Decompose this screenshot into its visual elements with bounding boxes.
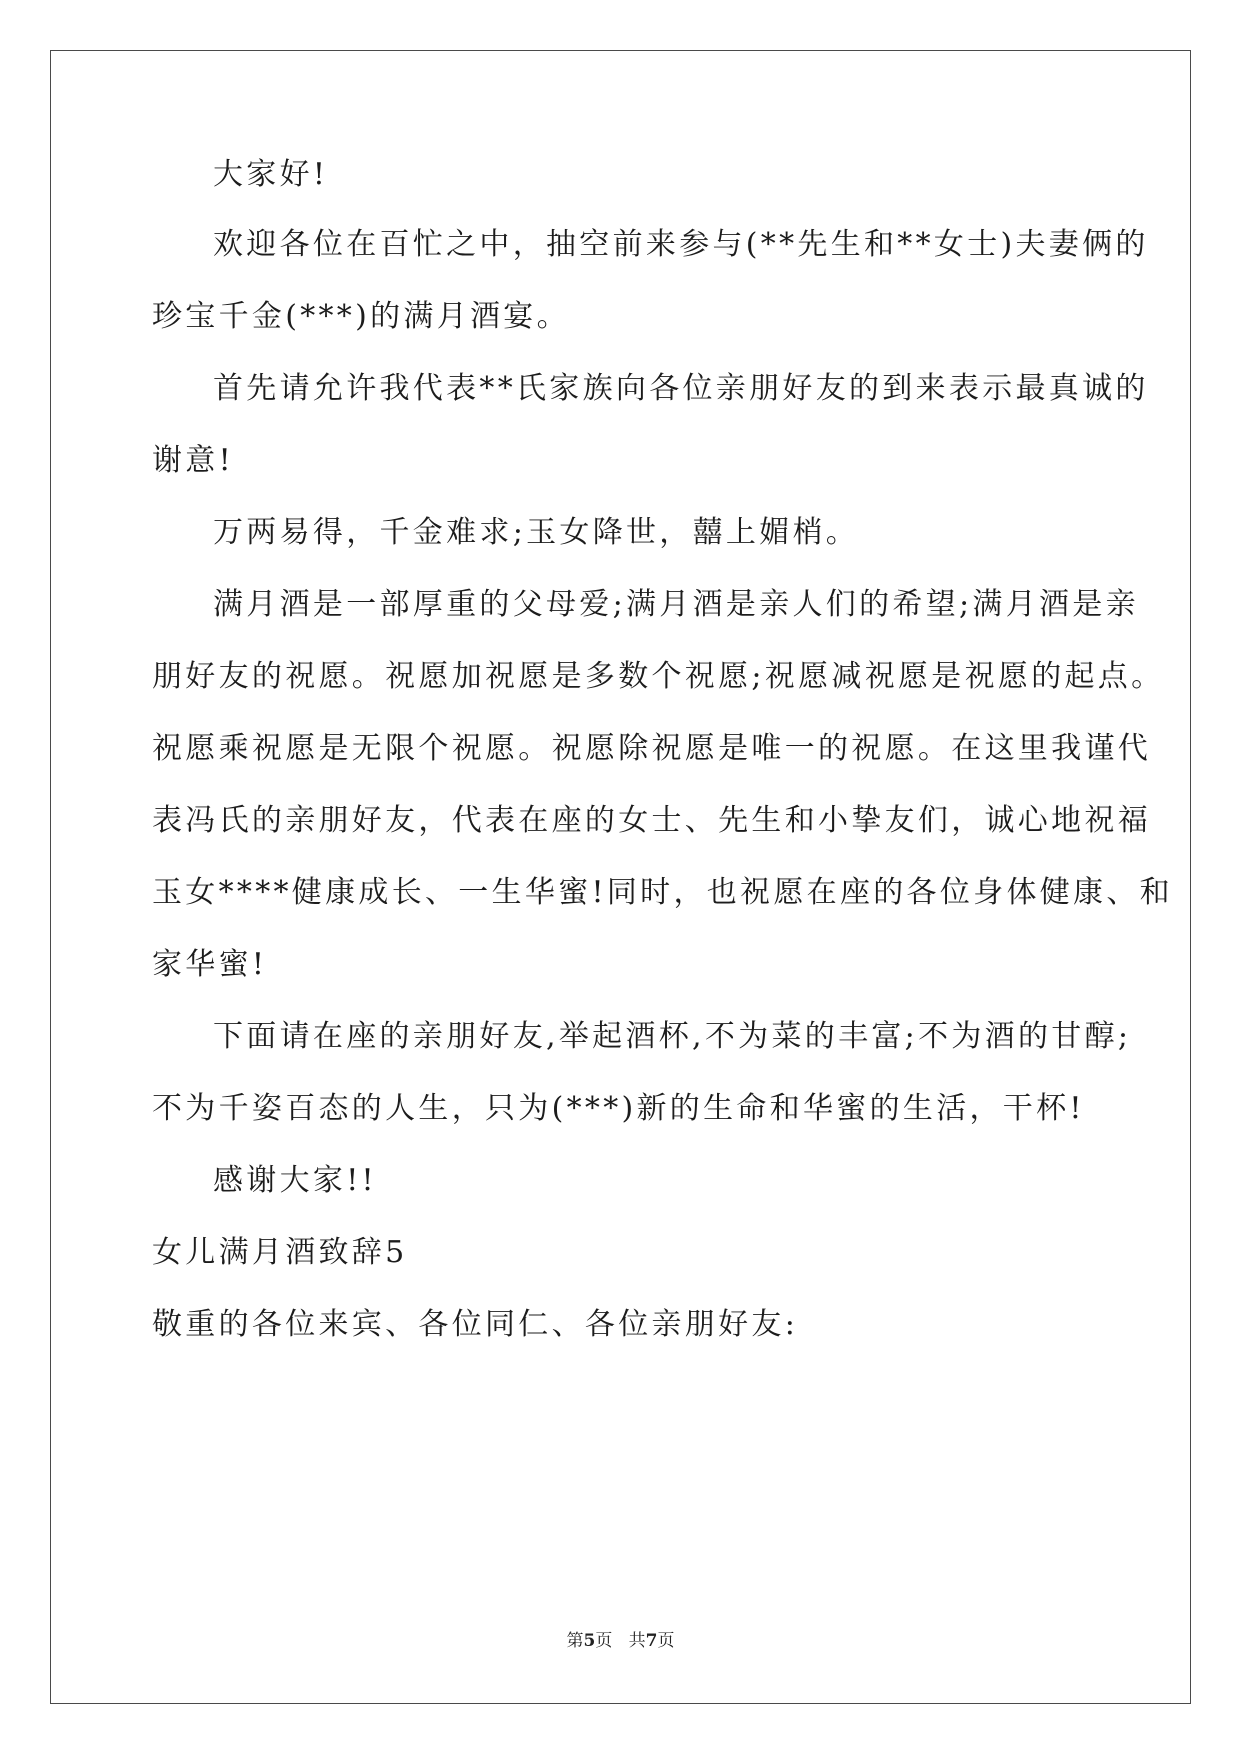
paragraph-thanks-line-1: 首先请允许我代表**氏家族向各位亲朋好友的到来表示最真诚的 — [213, 371, 1149, 406]
paragraph-proverb-line: 万两易得，千金难求;玉女降世，囍上媚梢。 — [213, 515, 860, 550]
greeting-line: 大家好! — [213, 157, 329, 192]
closing-thanks-line: 感谢大家!! — [213, 1163, 377, 1198]
paragraph-thanks-line-2: 谢意! — [152, 443, 234, 478]
paragraph-wishes-line-6: 家华蜜! — [152, 947, 268, 982]
paragraph-wishes-line-4: 表冯氏的亲朋好友，代表在座的女士、先生和小挚友们，诚心地祝福 — [152, 803, 1151, 838]
paragraph-wishes-line-5: 玉女****健康成长、一生华蜜!同时，也祝愿在座的各位身体健康、和 — [152, 875, 1173, 910]
paragraph-welcome-line-2: 珍宝千金(***)的满月酒宴。 — [152, 299, 570, 334]
page-number-footer — [0, 1630, 1241, 1652]
paragraph-welcome-line-1: 欢迎各位在百忙之中，抽空前来参与(**先生和**女士)夫妻俩的 — [213, 227, 1149, 262]
section-heading: 女儿满月酒致辞5 — [152, 1235, 408, 1270]
paragraph-toast-line-2: 不为千姿百态的人生，只为(***)新的生命和华蜜的生活，干杯! — [152, 1091, 1085, 1126]
paragraph-toast-line-1: 下面请在座的亲朋好友,举起酒杯,不为菜的丰富;不为酒的甘醇; — [213, 1019, 1132, 1054]
current-page-number: 5 — [583, 1631, 596, 1651]
footer-page-suffix: 页 — [595, 1631, 613, 1651]
paragraph-wishes-line-3: 祝愿乘祝愿是无限个祝愿。祝愿除祝愿是唯一的祝愿。在这里我谨代 — [152, 731, 1151, 766]
footer-total-prefix: 共 — [628, 1631, 646, 1651]
footer-total-suffix: 页 — [657, 1631, 675, 1651]
paragraph-wishes-line-2: 朋好友的祝愿。祝愿加祝愿是多数个祝愿;祝愿减祝愿是祝愿的起点。 — [152, 659, 1165, 694]
total-page-count: 7 — [645, 1631, 658, 1651]
salutation-line: 敬重的各位来宾、各位同仁、各位亲朋好友: — [152, 1307, 799, 1342]
paragraph-wishes-line-1: 满月酒是一部厚重的父母爱;满月酒是亲人们的希望;满月酒是亲 — [213, 587, 1139, 622]
footer-prefix: 第 — [566, 1631, 584, 1651]
